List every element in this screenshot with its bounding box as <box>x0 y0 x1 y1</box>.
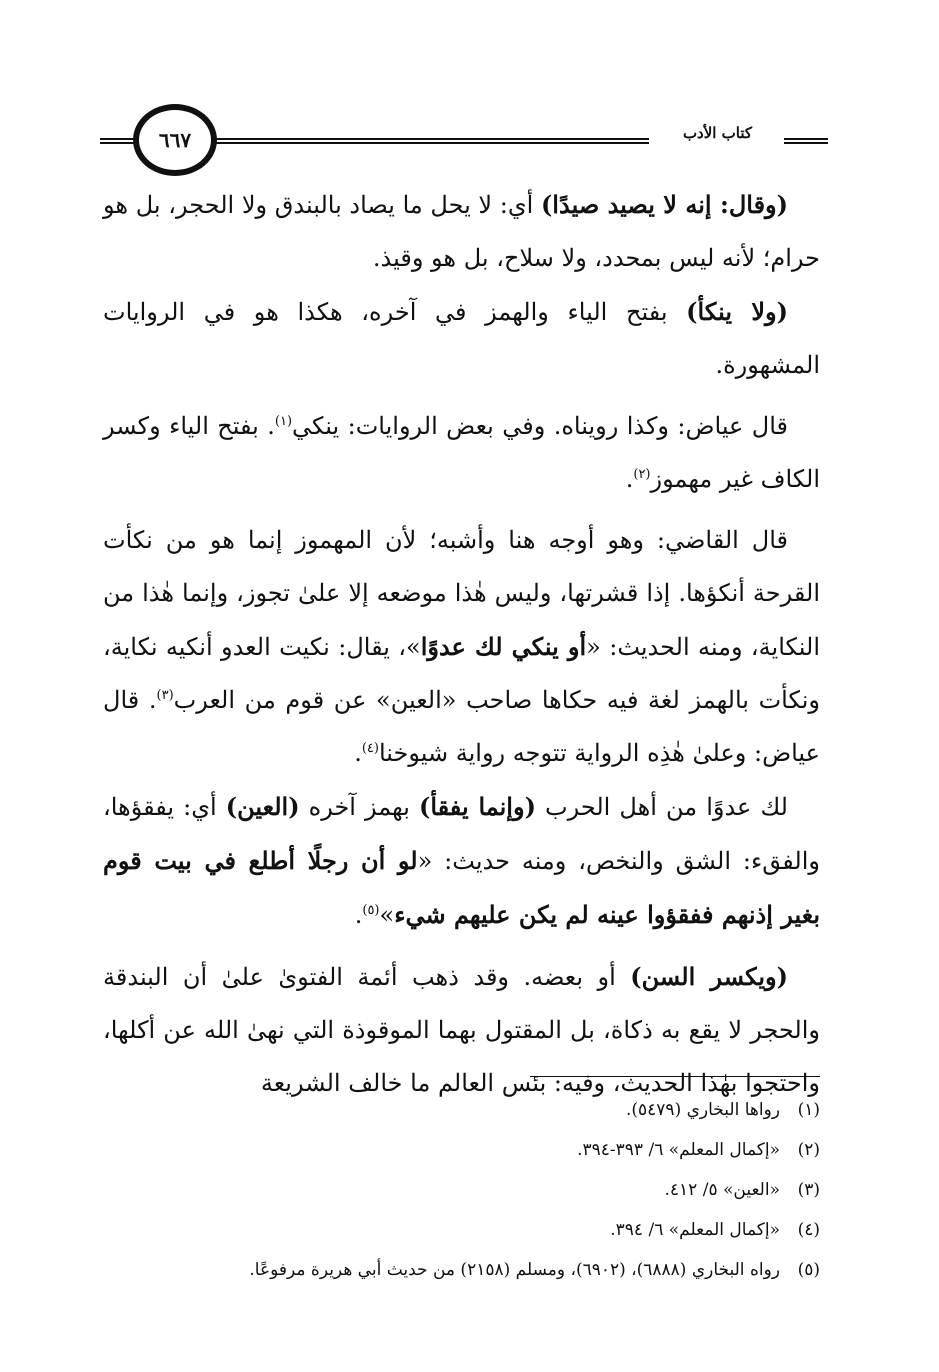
paragraph <box>103 780 820 942</box>
bold-text: لو أن رجلًا أطلع في بيت قوم بغير إذنهم ففقؤوا عينه لم يكن عليهم شيء <box>103 846 820 929</box>
text-run: قال عياض: وكذا رويناه. وفي بعض الروايات: ينكي <box>292 412 789 440</box>
footnote-text: رواه البخاري (٦٨٨٨)، (٦٩٠٢)، ومسلم (٢١٥٨) من حديث أبي هريرة مرفوعًا. <box>249 1260 780 1280</box>
paragraph <box>103 178 820 285</box>
paragraph <box>103 285 820 392</box>
footnote-number: (٤) <box>797 1220 820 1240</box>
footnote-text: رواها البخاري (٥٤٧٩). <box>625 1100 780 1120</box>
bold-text: (وقال: إنه لا يصيد صيدًا) <box>540 190 788 219</box>
footnote <box>100 1210 820 1250</box>
footnote-ref: (١) <box>274 414 293 429</box>
paragraph <box>103 950 820 1110</box>
paragraph <box>103 514 820 780</box>
footnote-number: (١) <box>797 1100 820 1120</box>
footnote <box>100 1130 820 1170</box>
bold-text: (ويكسر السن) <box>630 962 788 991</box>
footnote <box>100 1090 820 1130</box>
text-run: بفتح الياء والهمز في آخره، هكذا هو في الروايات المشهورة. <box>103 298 820 379</box>
footnote <box>100 1250 820 1290</box>
footnote <box>100 1170 820 1210</box>
footnote-text: «إكمال المعلم» ٦/ ٣٩٣-٣٩٤. <box>577 1140 780 1160</box>
footnotes <box>100 1090 820 1290</box>
text-run: أو بعضه. وقد ذهب أئمة الفتوىٰ علىٰ أن البندقة والحجر لا يقع به ذكاة، بل المقتول بهما الموقوذة التي نهىٰ الله عن أكلها، واحتجوا بهٰذا الحديث، وفيه: بئس العالم ما خالف الشريعة <box>103 963 820 1097</box>
text-run: قال القاضي: وهو أوجه هنا وأشبه؛ لأن المهموز إنما هو من نكأت القرحة أنكؤها. إذا قشرتها، وليس هٰذا موضعه إلا علىٰ تجوز، وإنما هٰذا من النكاية، ومنه الحديث: « <box>103 526 821 661</box>
text-run: . قال عياض: وعلىٰ هٰذِه الرواية تتوجه رواية شيوخنا <box>103 686 820 767</box>
text-run: . بفتح الياء وكسر الكاف غير مهموز <box>103 412 820 493</box>
footnote-number: (٢) <box>797 1140 820 1160</box>
text-run: »، يقال: نكيت العدو أنكيه نكاية، ونكأت بالهمز لغة فيه حكاها صاحب «العين» عن قوم من العرب <box>103 633 820 714</box>
footnote-number: (٥) <box>797 1260 820 1280</box>
text-run: » <box>379 901 395 929</box>
text-run: أي: يفقؤها، والفقء: الشق والنخص، ومنه حديث: « <box>103 793 820 875</box>
text-run: لك عدوًا من أهل الحرب <box>535 793 788 821</box>
paragraph <box>103 400 820 506</box>
footnote-number: (٣) <box>797 1180 820 1200</box>
footnote-ref: (٣) <box>156 688 174 703</box>
header-rule-middle <box>216 138 649 144</box>
footnote-ref: (٤) <box>361 741 379 756</box>
bold-text: (العين) <box>225 792 300 821</box>
bold-text: (وإنما يفقأ) <box>419 792 536 821</box>
footnote-ref: (٥) <box>362 903 380 918</box>
footnote-text: «العين» ٥/ ٤١٢. <box>664 1180 780 1200</box>
section-title: كتاب الأدب <box>682 124 753 142</box>
text-run: بهمز آخره <box>299 793 419 821</box>
text-run: . <box>625 465 634 493</box>
page-number: ٦٦٧ <box>158 128 192 152</box>
main-text <box>103 178 820 1110</box>
text-run: أي: لا يحل ما يصاد بالبندق ولا الحجر، بل هو حرام؛ لأنه ليس بمحدد، ولا سلاح، بل هو وقيذ. <box>103 191 820 272</box>
bold-text: (ولا ينكأ) <box>686 297 788 326</box>
text-run: . <box>354 739 362 767</box>
footnote-separator <box>530 1076 820 1077</box>
footnote-text: «إكمال المعلم» ٦/ ٣٩٤. <box>610 1220 780 1240</box>
text-run: . <box>354 901 363 929</box>
bold-text: أو ينكي لك عدوًا <box>420 632 587 661</box>
header-rule-right <box>784 138 828 144</box>
footnote-ref: (٢) <box>633 467 651 482</box>
page-number-badge <box>133 104 217 176</box>
